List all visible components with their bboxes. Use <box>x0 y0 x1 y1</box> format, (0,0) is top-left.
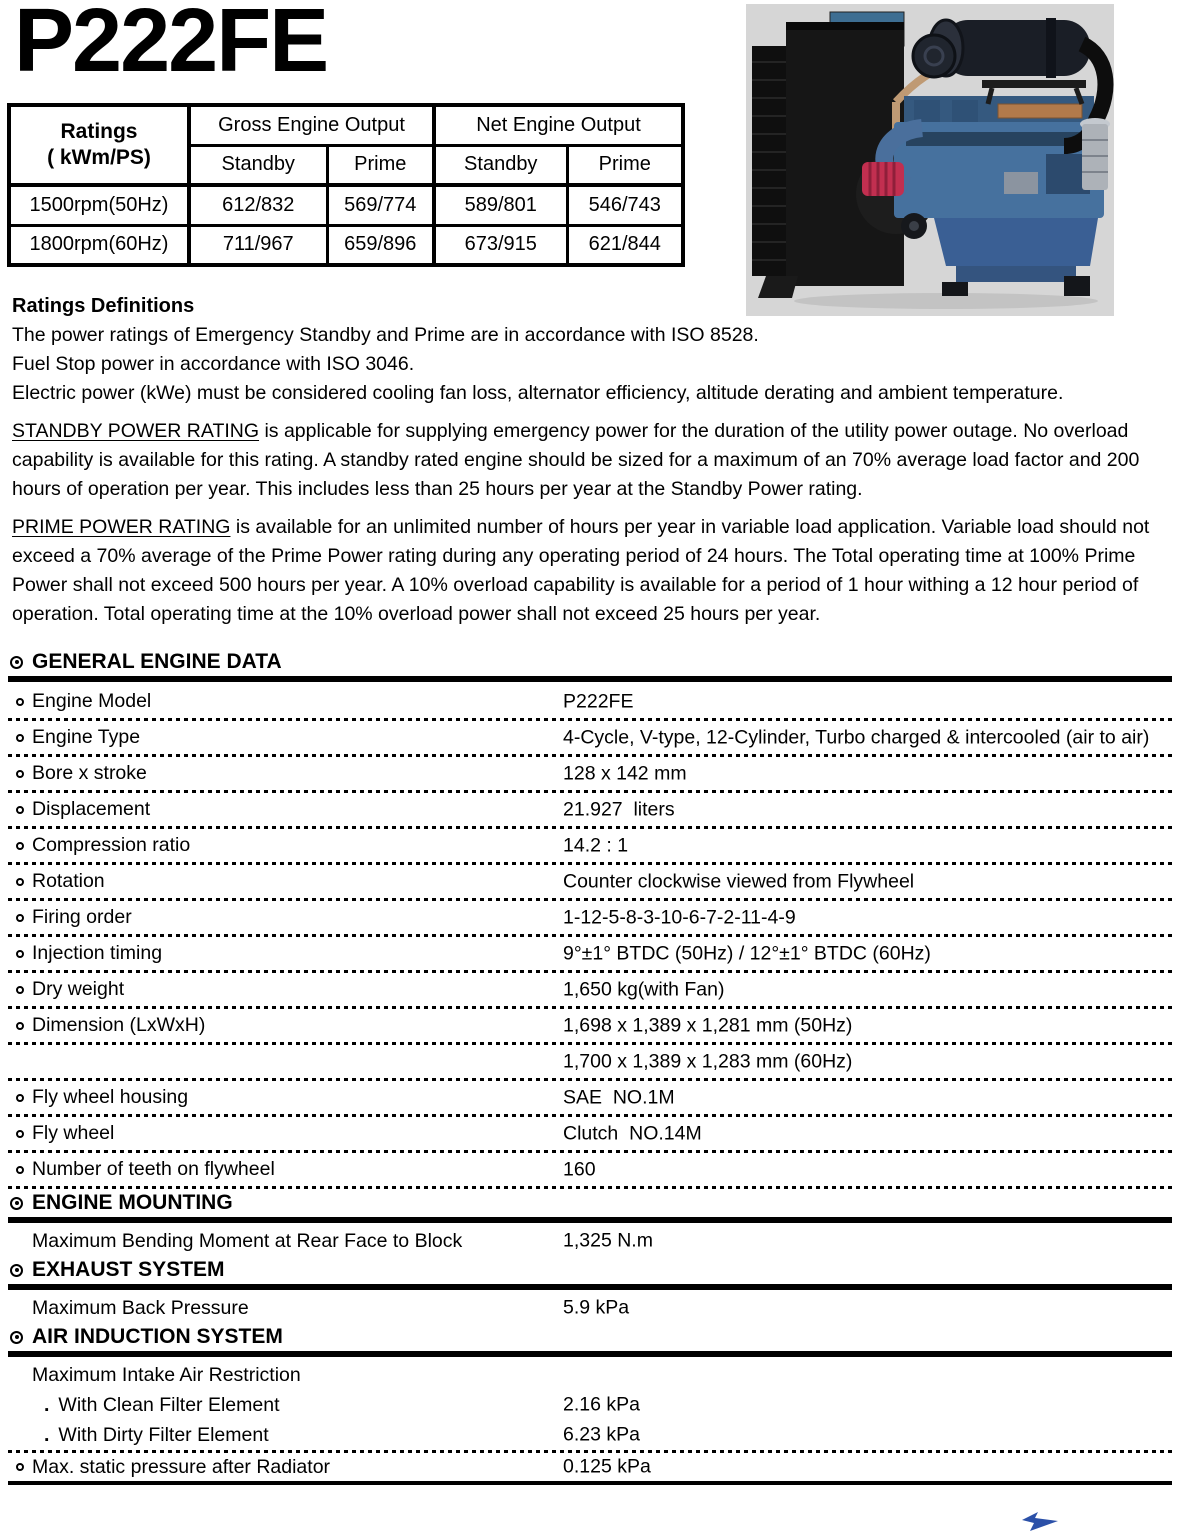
dot-bullet-icon: . <box>44 1423 50 1446</box>
spec-label: Dimension (LxWxH) <box>32 1014 206 1036</box>
section-marker-inner <box>15 1335 19 1339</box>
spec-label: Maximum Bending Moment at Rear Face to Block <box>32 1229 463 1252</box>
spec-value: P222FE <box>563 690 634 712</box>
spec-row <box>8 865 1172 898</box>
section-marker-inner <box>15 1268 19 1272</box>
name-plate <box>998 104 1082 118</box>
section-header-exhaust <box>8 1256 1172 1284</box>
section-marker-inner <box>15 660 19 664</box>
ratings-definitions <box>12 292 1172 629</box>
section-title: GENERAL ENGINE DATA <box>32 650 282 673</box>
spec-value: 160 <box>563 1158 596 1180</box>
subheader-cell: Prime <box>327 145 434 185</box>
subheader-cell: Prime <box>567 145 683 185</box>
prime-rating-lead: PRIME POWER RATING <box>12 516 231 538</box>
spec-label: Dry weight <box>32 978 125 1000</box>
spec-row <box>8 1153 1172 1186</box>
circle-bullet-icon <box>16 698 24 706</box>
spec-value: 5.9 kPa <box>563 1296 630 1319</box>
cursor-icon <box>1022 1512 1064 1536</box>
value-cell: 711/967 <box>189 225 327 265</box>
spec-value: Clutch NO.14M <box>563 1122 702 1144</box>
engine-image <box>746 4 1114 316</box>
standby-rating-text: is applicable for supplying emergency power for the duration of the utility power outage. No overload capability is available for this rating. A standby rated engine should be sized for a maximum of an 70% average load factor and 200 hours of operation per year. This includes less than 25 hours per year at the Standby Power rating. <box>12 420 1140 500</box>
prime-rating-text: is available for an unlimited number of hours per year in variable load application. Variable load should not exceed a 70% average of the Prime Power rating during any operating period of 24 hours. The Total operating time at 100% Prime Power shall not exceed 500 hours per year. A 10% overload capability is available for a period of 1 hour withing a 12 hour period of operation. Total operating time at the 10% overload power shall not exceed 25 hours per year. <box>12 516 1150 625</box>
circle-bullet-icon <box>16 842 24 850</box>
spec-value: SAE NO.1M <box>563 1086 675 1108</box>
spec-row <box>8 937 1172 970</box>
spec-row <box>8 1420 1172 1450</box>
spec-row <box>8 829 1172 862</box>
spec-value: 128 x 142 mm <box>563 762 687 784</box>
circle-bullet-icon <box>16 914 24 922</box>
circle-bullet-icon <box>16 1166 24 1174</box>
spec-value: 9°±1° BTDC (50Hz) / 12°±1° BTDC (60Hz) <box>563 942 931 964</box>
cursor-arrow <box>1022 1512 1064 1531</box>
group-header-net: Net Engine Output <box>434 105 683 145</box>
spec-row <box>8 1081 1172 1114</box>
spec-value: 1,698 x 1,389 x 1,281 mm (50Hz) <box>563 1014 853 1036</box>
spec-label: Engine Model <box>32 690 152 712</box>
spec-value: Counter clockwise viewed from Flywheel <box>563 870 915 892</box>
circle-bullet-icon <box>16 1094 24 1102</box>
value-cell: 621/844 <box>567 225 683 265</box>
spec-label: With Dirty Filter Element <box>58 1423 269 1446</box>
circle-bullet-icon <box>16 734 24 742</box>
spec-value: 6.23 kPa <box>563 1423 640 1446</box>
section-marker-icon <box>10 1197 23 1210</box>
definition-line: The power ratings of Emergency Standby and Prime are in accordance with ISO 8528. <box>12 324 759 346</box>
row-label-cell: 1800rpm(60Hz) <box>9 225 189 265</box>
definition-line: Fuel Stop power in accordance with ISO 3046. <box>12 353 415 375</box>
circle-bullet-icon <box>16 1463 24 1471</box>
group-header-gross: Gross Engine Output <box>189 105 434 145</box>
section-header-mounting <box>8 1189 1172 1217</box>
spec-label: Number of teeth on flywheel <box>32 1158 275 1180</box>
spec-value: 1,325 N.m <box>563 1229 653 1252</box>
spec-row <box>8 1293 1172 1323</box>
value-cell: 589/801 <box>434 185 567 225</box>
circle-bullet-icon <box>16 878 24 886</box>
spec-row <box>8 685 1172 718</box>
spec-label: Fly wheel <box>32 1122 115 1144</box>
spec-row <box>8 973 1172 1006</box>
ratings-corner-line2: ( kWm/PS) <box>47 146 151 169</box>
spec-value: 1,650 kg(with Fan) <box>563 978 725 1000</box>
definitions-heading: Ratings Definitions <box>12 295 195 317</box>
spec-label: Maximum Back Pressure <box>32 1296 249 1319</box>
spec-row <box>8 1360 1172 1390</box>
spec-label: Fly wheel housing <box>32 1086 189 1108</box>
spec-row <box>8 721 1172 754</box>
spec-row <box>8 793 1172 826</box>
spec-label: Max. static pressure after Radiator <box>32 1455 331 1478</box>
sump <box>956 266 1076 282</box>
value-cell: 546/743 <box>567 185 683 225</box>
engine-photo <box>746 4 1114 316</box>
spec-row <box>8 1453 1172 1481</box>
dot-bullet-icon: . <box>44 1393 50 1416</box>
section-rule <box>8 1217 1172 1223</box>
section-marker-inner <box>15 1201 19 1205</box>
spec-label: Firing order <box>32 906 132 928</box>
prime-rating-paragraph <box>12 513 1172 629</box>
standby-rating-paragraph <box>12 417 1172 504</box>
spec-label: Compression ratio <box>32 834 191 856</box>
section-title: EXHAUST SYSTEM <box>32 1258 225 1281</box>
section-rule <box>8 1284 1172 1290</box>
section-marker-icon <box>10 656 23 669</box>
fan-pulley-hub <box>909 221 919 231</box>
section-rule <box>8 676 1172 682</box>
section-header-general <box>8 648 1172 676</box>
value-cell: 569/774 <box>327 185 434 225</box>
page-title: P222FE <box>14 0 328 91</box>
circle-bullet-icon <box>16 1130 24 1138</box>
oil-pan <box>934 218 1098 266</box>
value-cell: 673/915 <box>434 225 567 265</box>
spec-label: Displacement <box>32 798 151 820</box>
table-row <box>9 185 683 225</box>
spec-value: 1-12-5-8-3-10-6-7-2-11-4-9 <box>563 906 796 928</box>
circle-bullet-icon <box>16 806 24 814</box>
spec-label: Injection timing <box>32 942 163 964</box>
table-row <box>9 225 683 265</box>
spec-row <box>8 1045 1172 1078</box>
filter-clamp <box>1046 18 1056 78</box>
spec-row <box>8 1009 1172 1042</box>
section-rule <box>8 1351 1172 1357</box>
ratings-corner-line1: Ratings <box>60 120 138 143</box>
filter-front-disc <box>913 35 955 77</box>
turbo-connector <box>862 162 904 196</box>
definition-line: Electric power (kWe) must be considered cooling fan loss, alternator efficiency, altitude derating and ambient temperature. <box>12 382 1064 404</box>
ratings-table <box>7 103 685 267</box>
spec-row <box>8 1226 1172 1256</box>
ratings-corner-cell <box>9 105 189 185</box>
spec-label: Maximum Intake Air Restriction <box>32 1363 301 1386</box>
circle-bullet-icon <box>16 986 24 994</box>
spec-row <box>8 901 1172 934</box>
standby-rating-lead: STANDBY POWER RATING <box>12 420 260 442</box>
spec-label: Engine Type <box>32 726 141 748</box>
spec-label: With Clean Filter Element <box>58 1393 280 1416</box>
section-marker-icon <box>10 1264 23 1277</box>
spec-label: Rotation <box>32 870 105 892</box>
subheader-cell: Standby <box>434 145 567 185</box>
spec-row <box>8 1117 1172 1150</box>
spec-label: Bore x stroke <box>32 762 147 784</box>
spec-row <box>8 757 1172 790</box>
spec-value: 21.927 liters <box>563 798 675 820</box>
spec-value: 1,700 x 1,389 x 1,283 mm (60Hz) <box>563 1050 853 1072</box>
subheader-cell: Standby <box>189 145 327 185</box>
value-cell: 612/832 <box>189 185 327 225</box>
spec-value: 4-Cycle, V-type, 12-Cylinder, Turbo charged & intercooled (air to air) <box>563 726 1150 748</box>
row-label-cell: 1500rpm(50Hz) <box>9 185 189 225</box>
circle-bullet-icon <box>16 770 24 778</box>
table-header-row <box>9 105 683 145</box>
section-title: ENGINE MOUNTING <box>32 1191 233 1214</box>
spec-sections <box>8 648 1172 1485</box>
section-title: AIR INDUCTION SYSTEM <box>32 1325 283 1348</box>
spec-value: 14.2 : 1 <box>563 834 629 856</box>
circle-bullet-icon <box>16 1022 24 1030</box>
section-header-air <box>8 1323 1172 1351</box>
spec-value: 0.125 kPa <box>563 1455 651 1478</box>
spec-row <box>8 1390 1172 1420</box>
value-cell: 659/896 <box>327 225 434 265</box>
section-marker-icon <box>10 1331 23 1344</box>
spec-value: 2.16 kPa <box>563 1393 640 1416</box>
engine-part <box>1004 172 1038 194</box>
bottom-rule <box>8 1481 1172 1485</box>
circle-bullet-icon <box>16 950 24 958</box>
filter-stand <box>982 80 1086 88</box>
